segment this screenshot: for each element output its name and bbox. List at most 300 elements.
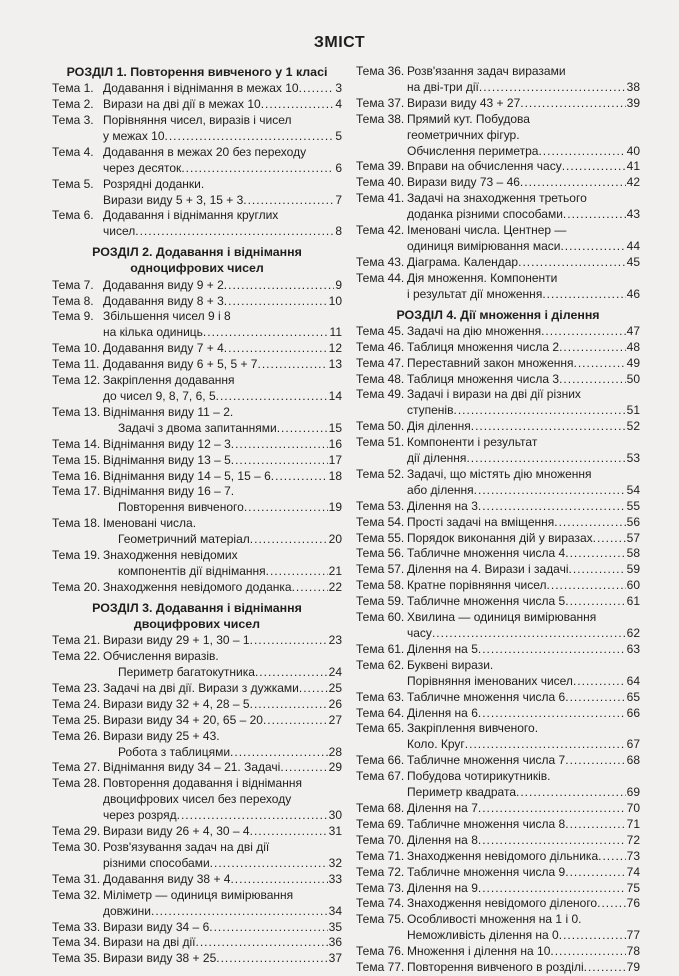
- toc-entry-line: [103, 224, 342, 240]
- topic-title: Розв'язання задач виразами: [407, 64, 566, 78]
- toc-entry-line: [118, 665, 342, 681]
- dot-leader: [593, 531, 626, 547]
- page-number: 3: [335, 81, 342, 96]
- toc-entry-line: [356, 546, 640, 562]
- toc-entry: [356, 817, 640, 833]
- toc-entry: [356, 960, 640, 976]
- topic-title: Табличне множення числа 5: [407, 594, 566, 609]
- topic-number: Тема 77.: [356, 960, 405, 975]
- page-number: 75: [626, 880, 640, 895]
- toc-entry-line: [407, 483, 640, 499]
- topic-title: Додавання в межах 20 без переходу: [103, 144, 307, 159]
- topic-title: Повторення вивченого в розділі: [407, 960, 584, 975]
- dot-leader: [216, 389, 328, 405]
- toc-entry-line: [52, 81, 342, 97]
- page-number: 41: [626, 159, 640, 174]
- toc-entry-line: [356, 594, 640, 610]
- topic-number: Тема 6.: [52, 208, 94, 223]
- topic-number: Тема 39.: [356, 159, 405, 174]
- toc-entry: [52, 453, 342, 469]
- toc-entry: [356, 706, 640, 722]
- toc-entry-line: [52, 484, 342, 500]
- toc-entry-line: [356, 419, 640, 435]
- dot-leader: [280, 760, 327, 776]
- topic-title: Іменовані числа. Центнер —: [407, 223, 567, 238]
- dot-leader: [224, 294, 328, 310]
- toc-entry: [356, 833, 640, 849]
- toc-entry: [52, 516, 342, 548]
- dot-leader: [277, 421, 328, 437]
- toc-entry: [356, 435, 640, 467]
- topic-title: ступенів: [407, 403, 454, 418]
- topic-title: Неможливість ділення на 0: [407, 928, 559, 943]
- topic-title: двоцифрових чисел без переходу: [103, 792, 292, 807]
- dot-leader: [231, 437, 328, 453]
- topic-title: Додавання виду 9 + 2: [103, 277, 224, 292]
- topic-title: у межах 10: [103, 128, 165, 143]
- page-number: 46: [626, 286, 640, 301]
- page-number: 30: [328, 808, 342, 823]
- toc-entry-line: [356, 64, 640, 80]
- dot-leader: [559, 340, 626, 356]
- dot-leader: [195, 935, 327, 951]
- dot-leader: [574, 356, 626, 372]
- dot-leader: [271, 469, 328, 485]
- topic-number: Тема 9.: [52, 309, 94, 324]
- topic-number: Тема 52.: [356, 466, 405, 481]
- topic-number: Тема 66.: [356, 753, 405, 768]
- toc-entry-line: [407, 403, 640, 419]
- toc-entry: [52, 177, 342, 209]
- page-number: 72: [626, 832, 640, 847]
- toc-entry: [52, 935, 342, 951]
- page-number: 36: [328, 935, 342, 950]
- topic-number: Тема 29.: [52, 824, 101, 839]
- topic-title: Додавання виду 38 + 4: [103, 871, 231, 886]
- topic-title: Табличне множення числа 7: [407, 753, 566, 768]
- topic-title: Вирази виду 73 – 46: [407, 175, 520, 190]
- topic-number: Тема 73.: [356, 880, 405, 895]
- topic-title: Табличне множення числа 4: [407, 546, 566, 561]
- topic-number: Тема 71.: [356, 848, 405, 863]
- dot-leader: [231, 453, 328, 469]
- topic-title: Ділення на 3: [407, 498, 478, 513]
- topic-title: і результат дії множення: [407, 286, 543, 301]
- topic-number: Тема 8.: [52, 293, 94, 308]
- toc-entry-line: [356, 324, 640, 340]
- toc-entry-line: [356, 499, 640, 515]
- toc-entry-line: [103, 325, 342, 341]
- topic-number: Тема 49.: [356, 387, 405, 402]
- dot-leader: [466, 451, 625, 467]
- topic-title: Вирази виду 32 + 4, 28 – 5: [103, 696, 250, 711]
- toc-entry: [52, 484, 342, 516]
- topic-number: Тема 72.: [356, 864, 405, 879]
- topic-number: Тема 14.: [52, 436, 101, 451]
- topic-title: Хвилина — одиниця вимірювання: [407, 610, 597, 625]
- topic-number: Тема 56.: [356, 546, 405, 561]
- topic-number: Тема 37.: [356, 95, 405, 110]
- page-number: 4: [335, 97, 342, 112]
- toc-entry: [356, 865, 640, 881]
- topic-number: Тема 36.: [356, 64, 405, 78]
- dot-leader: [471, 419, 626, 435]
- topic-number: Тема 55.: [356, 530, 405, 545]
- page-number: 65: [626, 689, 640, 704]
- topic-title: Вирази виду 34 + 20, 65 – 20: [103, 712, 263, 727]
- page-number: 53: [626, 451, 640, 466]
- dot-leader: [563, 207, 626, 223]
- dot-leader: [250, 633, 328, 649]
- toc-entry: [356, 912, 640, 944]
- dot-leader: [257, 357, 327, 373]
- topic-number: Тема 2.: [52, 97, 94, 112]
- dot-leader: [565, 690, 625, 706]
- topic-title: Ділення на 4. Вирази і задачі: [407, 562, 569, 577]
- topic-title: Віднімання виду 11 – 2.: [103, 404, 234, 419]
- toc-entry: [52, 681, 342, 697]
- topic-title: Табличне множення числа 6: [407, 689, 566, 704]
- topic-number: Тема 40.: [356, 175, 405, 190]
- toc-entry: [52, 278, 342, 294]
- toc-entry: [52, 405, 342, 437]
- toc-entry-line: [407, 626, 640, 642]
- dot-leader: [478, 642, 626, 658]
- toc-entry-line: [118, 564, 342, 580]
- toc-entry: [356, 271, 640, 303]
- topic-title: Знаходження невідомого дільника: [407, 848, 599, 863]
- toc-entry-line: [407, 928, 640, 944]
- toc-entry-line: [52, 824, 342, 840]
- section-heading: РОЗДІЛ 2. Додавання і віднімання одноцифрових чисел: [92, 245, 302, 276]
- toc-entry: [52, 309, 342, 341]
- topic-title: Іменовані числа.: [103, 516, 197, 531]
- page-number: 70: [626, 800, 640, 815]
- page-number: 54: [626, 482, 640, 497]
- toc-entry: [52, 294, 342, 310]
- toc-entry-line: [356, 340, 640, 356]
- topic-title: Геометричний матеріал: [118, 532, 250, 547]
- toc-entry-line: [356, 255, 640, 271]
- page-number: 61: [626, 594, 640, 609]
- toc-entry: [356, 356, 640, 372]
- topic-number: Тема 34.: [52, 935, 101, 950]
- topic-title: Ділення на 5: [407, 641, 478, 656]
- topic-number: Тема 22.: [52, 649, 101, 664]
- page-number: 10: [328, 293, 342, 308]
- toc-entry-line: [356, 849, 640, 865]
- topic-title: Порівняння іменованих чисел: [407, 673, 573, 688]
- page-number: 67: [626, 737, 640, 752]
- toc-entry-line: [356, 833, 640, 849]
- page-number: 29: [328, 760, 342, 775]
- toc-entry-line: [407, 207, 640, 223]
- toc-entry-line: [52, 469, 342, 485]
- page-title: ЗМІСТ: [313, 34, 366, 51]
- toc-entry-line: [356, 159, 640, 175]
- dot-leader: [547, 578, 626, 594]
- topic-title: Додавання і віднімання в межах 10: [103, 81, 299, 96]
- toc-entry-line: [52, 888, 342, 904]
- page-number: 9: [335, 277, 342, 292]
- topic-title: Знаходження невідомих: [103, 548, 238, 563]
- toc-entry: [356, 753, 640, 769]
- topic-number: Тема 38.: [356, 111, 405, 126]
- page-number: 33: [328, 871, 342, 886]
- toc-entry-line: [356, 912, 640, 928]
- toc-entry-line: [356, 191, 640, 207]
- topic-number: Тема 16.: [52, 468, 101, 483]
- topic-title: Закріплення додавання: [103, 373, 235, 388]
- topic-number: Тема 20.: [52, 579, 101, 594]
- topic-title: Повторення додавання і віднімання: [103, 776, 302, 791]
- toc-entry-line: [356, 801, 640, 817]
- topic-title: Віднімання виду 13 – 5: [103, 452, 231, 467]
- toc-entry: [52, 824, 342, 840]
- toc-entry: [52, 469, 342, 485]
- toc-entry-line: [118, 532, 342, 548]
- toc-entry-line: [356, 271, 640, 287]
- toc-entry-line: [356, 112, 640, 128]
- topic-number: Тема 17.: [52, 484, 101, 499]
- topic-number: Тема 28.: [52, 776, 101, 791]
- page-number: 62: [626, 626, 640, 641]
- topic-title: Задачі на знаходження третього: [407, 191, 587, 206]
- topic-number: Тема 51.: [356, 435, 405, 450]
- dot-leader: [478, 499, 626, 515]
- dot-leader: [478, 881, 626, 897]
- page-number: 24: [328, 665, 342, 680]
- toc-entry: [52, 113, 342, 145]
- toc-entry: [52, 729, 342, 761]
- toc-entry: [356, 223, 640, 255]
- topic-title: Периметр багатокутника: [118, 665, 255, 680]
- dot-leader: [520, 96, 625, 112]
- toc-entry-line: [356, 769, 640, 785]
- toc-entry: [52, 920, 342, 936]
- dot-leader: [243, 193, 334, 209]
- dot-leader: [565, 753, 625, 769]
- toc-entry-line: [52, 681, 342, 697]
- dot-leader: [598, 849, 626, 865]
- toc-entry-line: [52, 951, 342, 967]
- toc-entry-line: [356, 896, 640, 912]
- toc-entry-line: [52, 113, 342, 129]
- page-number: 20: [328, 532, 342, 547]
- topic-title: Збільшення чисел 9 і 8: [103, 309, 231, 324]
- dot-leader: [263, 713, 328, 729]
- toc-entry: [52, 776, 342, 824]
- topic-number: Тема 75.: [356, 912, 405, 927]
- toc-entry-line: [52, 872, 342, 888]
- page-number: 69: [626, 785, 640, 800]
- dot-leader: [224, 278, 335, 294]
- topic-number: Тема 65.: [356, 721, 405, 736]
- topic-number: Тема 27.: [52, 760, 101, 775]
- toc-entry: [52, 341, 342, 357]
- toc-entry-line: [118, 421, 342, 437]
- page-number: 60: [626, 578, 640, 593]
- topic-number: Тема 11.: [52, 357, 100, 372]
- page-number: 71: [626, 816, 640, 831]
- toc-entry: [52, 97, 342, 113]
- page-number: 59: [626, 562, 640, 577]
- topic-number: Тема 50.: [356, 419, 405, 434]
- page-number: 64: [626, 673, 640, 688]
- topic-number: Тема 70.: [356, 832, 405, 847]
- toc-entry-line: [52, 341, 342, 357]
- toc-entry: [356, 64, 640, 96]
- toc-entry-line: [356, 435, 640, 451]
- page-number: 76: [626, 896, 640, 911]
- topic-number: Тема 23.: [52, 680, 101, 695]
- topic-number: Тема 60.: [356, 610, 405, 625]
- toc-entry: [52, 580, 342, 596]
- dot-leader: [520, 175, 626, 191]
- dot-leader: [560, 239, 625, 255]
- toc-entry: [356, 175, 640, 191]
- topic-title: Порівняння чисел, виразів і чисел: [103, 113, 292, 128]
- topic-number: Тема 61.: [356, 641, 405, 656]
- toc-entry-line: [356, 706, 640, 722]
- topic-title: Ділення на 6: [407, 705, 478, 720]
- topic-number: Тема 58.: [356, 578, 405, 593]
- dot-leader: [565, 546, 625, 562]
- toc-entry-line: [356, 881, 640, 897]
- toc-entry-line: [407, 239, 640, 255]
- topic-number: Тема 46.: [356, 339, 405, 354]
- topic-title: Вирази виду 5 + 3, 15 + 3: [103, 192, 244, 207]
- dot-leader: [250, 697, 328, 713]
- topic-title: Переставний закон множення: [407, 355, 574, 370]
- dot-leader: [479, 80, 626, 96]
- toc-entry-line: [52, 309, 342, 325]
- toc-entry-line: [356, 531, 640, 547]
- topic-title: Вирази виду 38 + 25: [103, 951, 217, 966]
- topic-title: через десяток: [103, 160, 182, 175]
- topic-number: Тема 30.: [52, 839, 101, 854]
- toc-entry: [52, 760, 342, 776]
- toc-entry-line: [356, 223, 640, 239]
- topic-title: Розрядні доданки.: [103, 176, 205, 191]
- page-number: 55: [626, 498, 640, 513]
- topic-number: Тема 4.: [52, 144, 94, 159]
- dot-leader: [203, 325, 329, 341]
- dot-leader: [516, 785, 626, 801]
- page-number: 49: [626, 355, 640, 370]
- topic-title: через розряд: [103, 808, 177, 823]
- page-number: 22: [328, 579, 342, 594]
- topic-number: Тема 42.: [356, 223, 405, 238]
- toc-entry-line: [52, 294, 342, 310]
- toc-entry-line: [103, 129, 342, 145]
- topic-title: Віднімання виду 34 – 21. Задачі: [103, 760, 281, 775]
- topic-number: Тема 62.: [356, 657, 405, 672]
- page-number: 28: [328, 744, 342, 759]
- page-number: 31: [328, 824, 342, 839]
- topic-title: Множення і ділення на 10: [407, 944, 551, 959]
- dot-leader: [565, 594, 625, 610]
- toc-entry: [356, 546, 640, 562]
- topic-title: різними способами: [103, 855, 210, 870]
- toc-column-right: [356, 64, 640, 976]
- topic-number: Тема 24.: [52, 696, 101, 711]
- topic-title: Вирази виду 34 – 6: [103, 919, 210, 934]
- toc-entry: [356, 721, 640, 753]
- topic-title: Розв'язування задач на дві дії: [103, 839, 270, 854]
- toc-entry-line: [407, 674, 640, 690]
- page-number: 12: [328, 341, 342, 356]
- page-number: 32: [328, 855, 342, 870]
- toc-entry: [52, 649, 342, 681]
- topic-number: Тема 57.: [356, 562, 405, 577]
- dot-leader: [554, 515, 625, 531]
- dot-leader: [250, 532, 328, 548]
- toc-entry: [356, 881, 640, 897]
- dot-leader: [230, 872, 327, 888]
- toc-entry: [356, 159, 640, 175]
- topic-number: Тема 53.: [356, 498, 405, 513]
- page-number: 74: [626, 864, 640, 879]
- toc-entry-line: [103, 389, 342, 405]
- toc-entry-line: [52, 580, 342, 596]
- toc-entry-line: [52, 840, 342, 856]
- toc-entry-line: [52, 208, 342, 224]
- dot-leader: [478, 801, 626, 817]
- topic-number: Тема 32.: [52, 887, 101, 902]
- toc-entry-line: [52, 548, 342, 564]
- topic-number: Тема 43.: [356, 254, 405, 269]
- topic-title: Буквені вирази.: [407, 657, 494, 672]
- dot-leader: [565, 865, 625, 881]
- topic-title: Ділення на 9: [407, 880, 478, 895]
- toc-entry: [356, 944, 640, 960]
- toc-entry-line: [52, 633, 342, 649]
- toc-entry: [52, 633, 342, 649]
- toc-entry-line: [52, 920, 342, 936]
- toc-entry: [356, 531, 640, 547]
- page-number: 13: [328, 357, 342, 372]
- toc-entry: [52, 357, 342, 373]
- page-number: 42: [626, 175, 640, 190]
- topic-title: Прості задачі на вміщення: [407, 514, 555, 529]
- toc-entry: [52, 81, 342, 97]
- page-number: 37: [328, 951, 342, 966]
- toc-entry-line: [52, 97, 342, 113]
- topic-title: Особливості множення на 1 і 0.: [407, 912, 582, 927]
- page-number: 63: [626, 641, 640, 656]
- dot-leader: [216, 951, 327, 967]
- topic-title: Таблиця множення числа 3: [407, 371, 560, 386]
- topic-number: Тема 12.: [52, 373, 101, 388]
- topic-number: Тема 64.: [356, 705, 405, 720]
- toc-entry-line: [118, 745, 342, 761]
- page-number: 78: [626, 944, 640, 959]
- toc-entry-line: [356, 690, 640, 706]
- toc-entry: [356, 578, 640, 594]
- dot-leader: [559, 372, 626, 388]
- toc-entry-line: [52, 453, 342, 469]
- page-number: 40: [626, 143, 640, 158]
- dot-leader: [255, 665, 328, 681]
- toc-entry: [356, 801, 640, 817]
- page-number: 5: [335, 128, 342, 143]
- topic-number: Тема 21.: [52, 633, 101, 648]
- toc-entry-line: [407, 451, 640, 467]
- topic-title: Додавання виду 6 + 5, 5 + 7: [103, 357, 258, 372]
- topic-number: Тема 10.: [52, 341, 101, 356]
- toc-entry: [356, 594, 640, 610]
